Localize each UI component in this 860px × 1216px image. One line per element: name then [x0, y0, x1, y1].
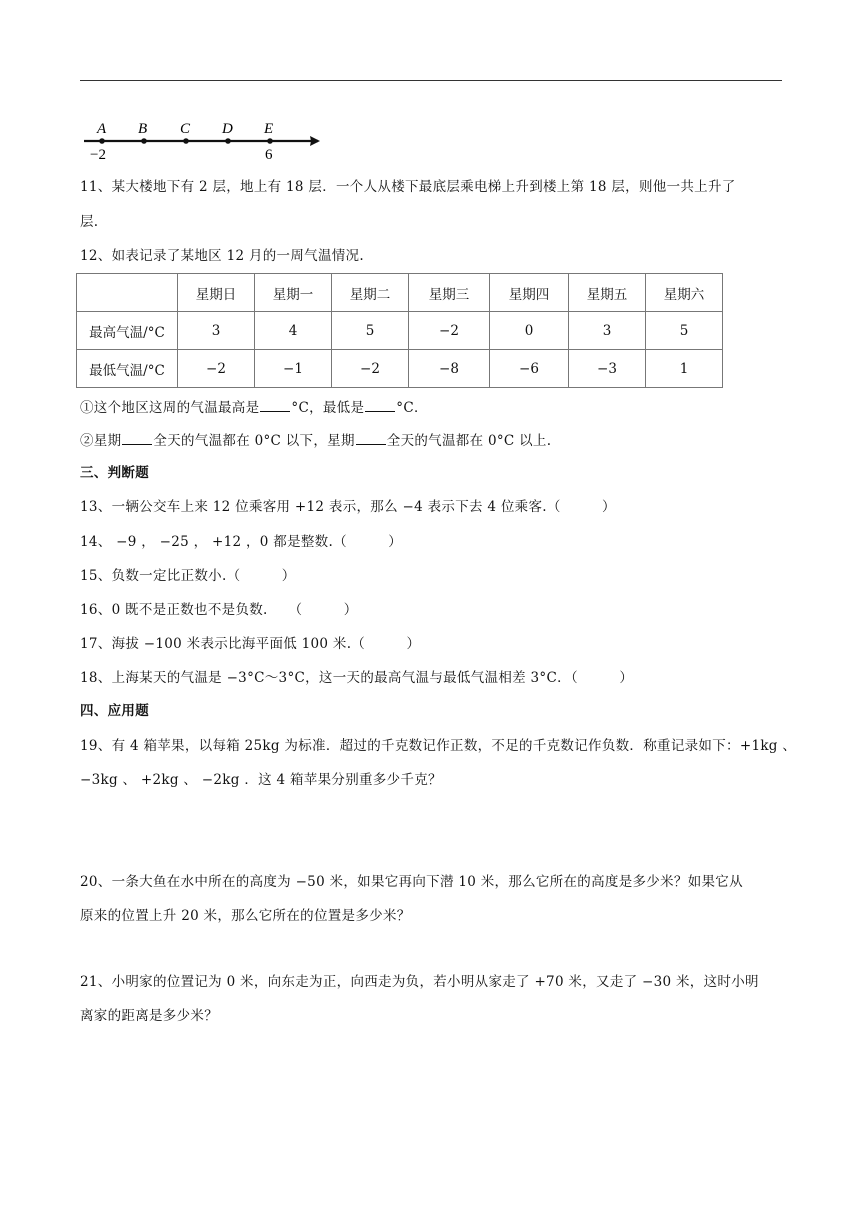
point-e	[267, 138, 273, 144]
label-d: D	[222, 121, 233, 137]
answer-blank[interactable]	[356, 430, 386, 445]
temperature-table	[76, 273, 723, 388]
label-b: B	[138, 121, 148, 137]
row-label: 最高气温/°C	[77, 312, 178, 350]
q18: 18、上海某天的气温是 −3°C～3°C，这一天的最高气温与最低气温相差 3°C．（ ）	[80, 670, 634, 686]
number-line-arrow	[310, 136, 320, 146]
answer-blank[interactable]	[122, 430, 152, 445]
header-cell: 星期日	[178, 274, 255, 312]
q11-line2: 层.	[80, 214, 99, 230]
header-rule	[80, 80, 782, 81]
label-e: E	[264, 121, 274, 137]
table-cell: −2	[409, 312, 490, 350]
header-cell: 星期四	[490, 274, 569, 312]
q12-sub2	[80, 430, 551, 451]
q19-line1: 19、有 4 箱苹果，以每箱 25kg 为标准．超过的千克数记作正数，不足的千克数记作负数．称重记录如下：+1kg 、	[80, 738, 797, 754]
q12-intro: 12、如表记录了某地区 12 月的一周气温情况.	[80, 248, 364, 264]
table-corner-cell	[77, 274, 178, 312]
q21-line2: 离家的距离是多少米？	[80, 1008, 218, 1024]
table-header-row	[77, 274, 723, 312]
q12-sub1-b: °C，最低是	[291, 400, 365, 416]
q12-sub1-a: ①这个地区这周的气温最高是	[80, 400, 260, 416]
header-cell: 星期六	[646, 274, 723, 312]
table-cell: −2	[178, 350, 255, 388]
q12-sub2-c: 全天的气温都在 0°C 以上.	[386, 433, 552, 449]
table-cell: 1	[646, 350, 723, 388]
table-cell: 4	[255, 312, 332, 350]
value-left: −2	[90, 147, 106, 163]
answer-blank[interactable]	[260, 397, 290, 412]
q14: 14、 −9 ， −25 ， +12 ，0 都是整数.（ ）	[80, 534, 403, 550]
point-d	[225, 138, 231, 144]
table-cell: 3	[178, 312, 255, 350]
answer-blank[interactable]	[365, 397, 395, 412]
point-a	[99, 138, 105, 144]
q21-line1: 21、小明家的位置记为 0 米，向东走为正，向西走为负，若小明从家走了 +70 米，又走了 −30 米，这时小明	[80, 974, 759, 990]
q20-line1: 20、一条大鱼在水中所在的高度为 −50 米，如果它再向下潜 10 米，那么它所在的高度是多少米？如果它从	[80, 874, 743, 890]
q12-sub1-c: °C．	[396, 400, 428, 416]
header-cell: 星期五	[569, 274, 646, 312]
table-cell: −6	[490, 350, 569, 388]
header-cell: 星期一	[255, 274, 332, 312]
section4-title: 四、应用题	[80, 703, 149, 719]
q15: 15、负数一定比正数小.（ ）	[80, 568, 296, 584]
table-row-low	[77, 350, 723, 388]
header-cell: 星期二	[332, 274, 409, 312]
q12-sub1	[80, 397, 428, 418]
table-cell: 5	[332, 312, 409, 350]
q17: 17、海拔 −100 米表示比海平面低 100 米.（ ）	[80, 636, 421, 652]
label-c: C	[180, 121, 191, 137]
table-cell: 5	[646, 312, 723, 350]
table-cell: 0	[490, 312, 569, 350]
point-b	[141, 138, 147, 144]
q19-line2: −3kg 、 +2kg 、 −2kg ．这 4 箱苹果分别重多少千克？	[80, 772, 442, 788]
section3-title: 三、判断题	[80, 465, 149, 481]
value-right: 6	[265, 147, 273, 163]
table-cell: −8	[409, 350, 490, 388]
q16: 16、0 既不是正数也不是负数. （ ）	[80, 602, 358, 618]
q13: 13、一辆公交车上来 12 位乘客用 +12 表示，那么 −4 表示下去 4 位乘客.（ ）	[80, 499, 616, 515]
q20-line2: 原来的位置上升 20 米，那么它所在的位置是多少米？	[80, 908, 411, 924]
row-label: 最低气温/°C	[77, 350, 178, 388]
table-cell: 3	[569, 312, 646, 350]
q12-sub2-b: 全天的气温都在 0°C 以下，星期	[153, 433, 355, 449]
number-line-figure	[80, 114, 330, 164]
table-row-high	[77, 312, 723, 350]
table-cell: −2	[332, 350, 409, 388]
table-cell: −1	[255, 350, 332, 388]
q12-sub2-a: ②星期	[80, 433, 122, 449]
q11-line1: 11、某大楼地下有 2 层，地上有 18 层．一个人从楼下最底层乘电梯上升到楼上第 18 层，则他一共上升了	[80, 179, 736, 195]
label-a: A	[97, 121, 107, 137]
header-cell: 星期三	[409, 274, 490, 312]
table-cell: −3	[569, 350, 646, 388]
point-c	[183, 138, 189, 144]
